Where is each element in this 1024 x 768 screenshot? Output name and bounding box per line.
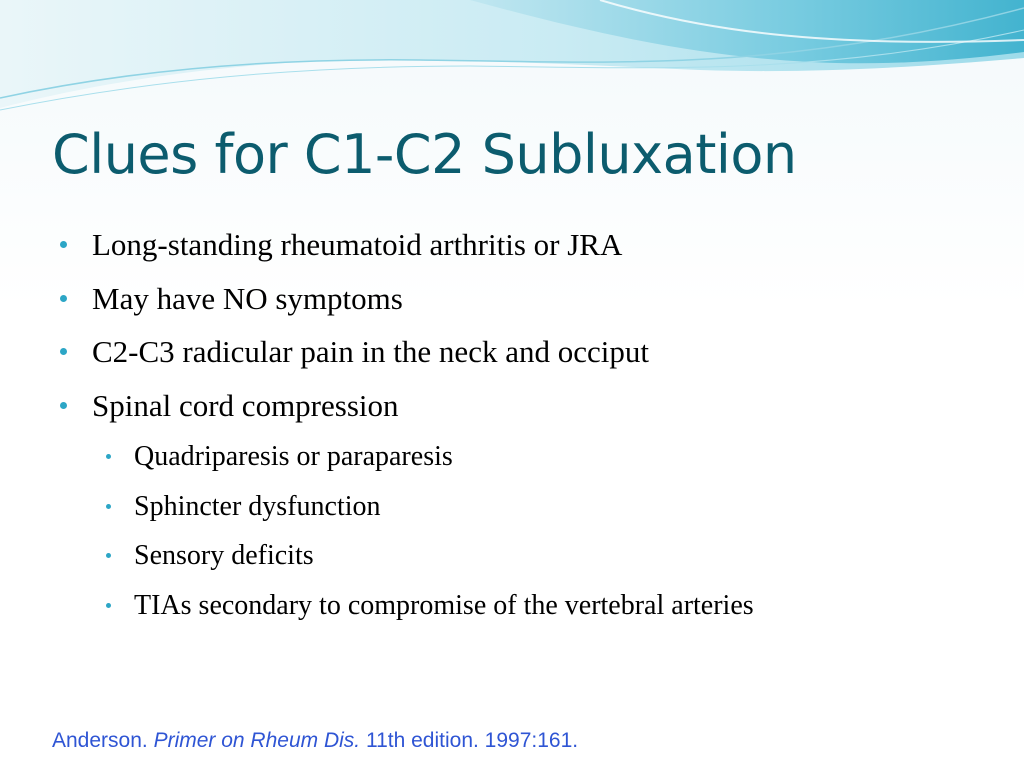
sub-bullet-dot-icon bbox=[106, 454, 111, 459]
bullet-dot-icon bbox=[60, 348, 67, 355]
sub-bullet-dot-icon bbox=[106, 553, 111, 558]
bullet-dot-icon bbox=[60, 295, 67, 302]
citation-details: 11th edition. 1997:161. bbox=[365, 729, 579, 752]
sub-bullet-item bbox=[56, 490, 1006, 540]
bullet-dot-icon bbox=[60, 241, 67, 248]
bullet-list bbox=[56, 226, 1006, 638]
sub-bullet-dot-icon bbox=[106, 504, 111, 509]
header-wave-decoration bbox=[0, 0, 1024, 130]
bullet-text: Long-standing rheumatoid arthritis or JRA bbox=[92, 227, 623, 262]
bullet-item bbox=[56, 387, 1006, 441]
bullet-text: Spinal cord compression bbox=[92, 387, 399, 423]
sub-bullet-item bbox=[56, 589, 1006, 639]
bullet-text: C2-C3 radicular pain in the neck and occiput bbox=[92, 334, 649, 369]
sub-bullet-text: Sphincter dysfunction bbox=[134, 490, 381, 522]
sub-bullet-text: Sensory deficits bbox=[134, 540, 314, 571]
sub-bullet-item bbox=[56, 539, 1006, 589]
slide-title: Clues for C1-C2 Subluxation bbox=[52, 123, 797, 186]
sub-bullet-text: Quadriparesis or paraparesis bbox=[134, 441, 453, 472]
bullet-text: May have NO symptoms bbox=[92, 280, 403, 316]
bullet-item bbox=[56, 333, 1006, 387]
bullet-item bbox=[56, 280, 1006, 334]
sub-bullet-dot-icon bbox=[106, 603, 111, 608]
bullet-dot-icon bbox=[60, 402, 67, 409]
citation bbox=[52, 727, 578, 755]
citation-author: Anderson. bbox=[52, 729, 148, 752]
sub-bullet-item bbox=[56, 440, 1006, 490]
sub-bullet-text: TIAs secondary to compromise of the vertebral arteries bbox=[134, 589, 754, 621]
citation-work: Primer on Rheum Dis. bbox=[153, 729, 361, 752]
bullet-item bbox=[56, 226, 1006, 280]
